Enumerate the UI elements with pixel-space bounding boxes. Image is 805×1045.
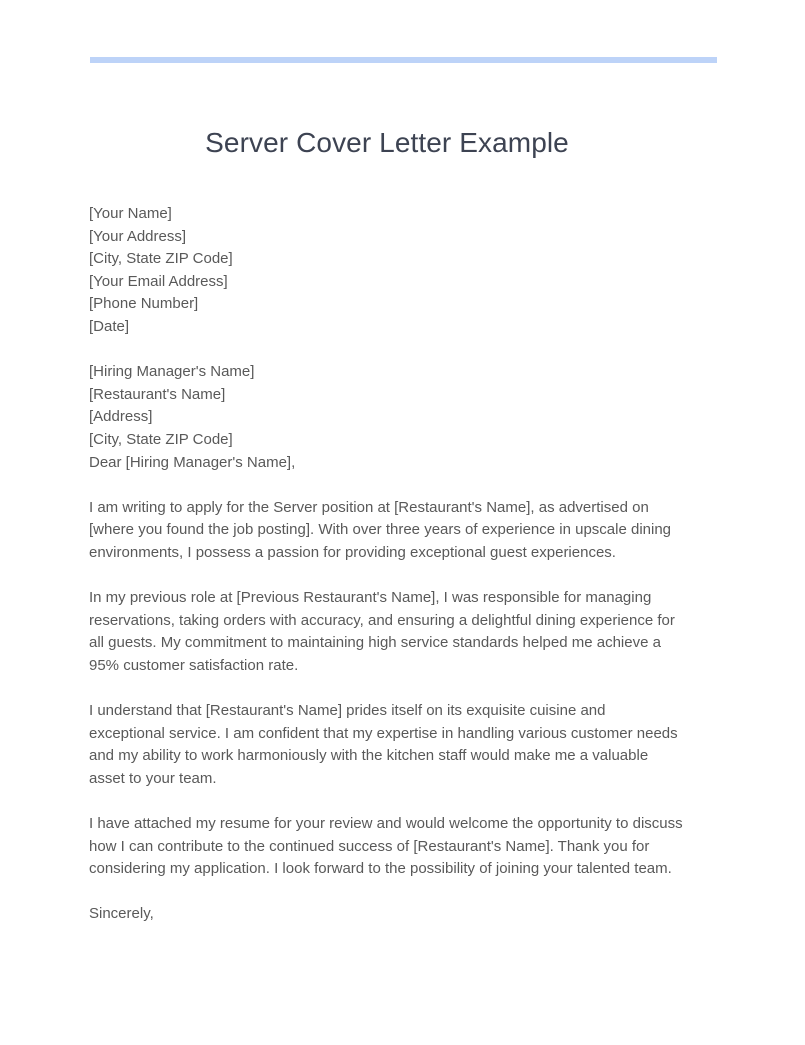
- letter-body: [89, 203, 685, 926]
- sender-line-phone: [Phone Number]: [89, 295, 199, 313]
- closing-salutation: Sincerely,: [89, 905, 154, 923]
- body-paragraph-3: I understand that [Restaurant's Name] prides itself on its exquisite cuisine and exceptional service. I am confident that my expertise in handling various customer needs and my ability to work harmoniously with the kitchen staff would make me a valuable asset to your team.: [89, 702, 678, 787]
- salutation: Dear [Hiring Manager's Name],: [89, 453, 296, 471]
- body-paragraph-2: In my previous role at [Previous Restaurant's Name], I was responsible for managing reservations, taking orders with accuracy, and ensuring a delightful dining experience for all guests. My commitment to maintaining high service standards helped me achieve a 95% customer satisfaction rate.: [89, 589, 675, 674]
- page-title: Server Cover Letter Example: [205, 126, 569, 158]
- sender-line-date: [Date]: [89, 317, 130, 335]
- address-block-spacer: [89, 339, 685, 362]
- body-paragraph-1: I am writing to apply for the Server position at [Restaurant's Name], as advertised on [where you found the job posting]. With over three years of experience in upscale dining environments, I possess a passion for providing exceptional guest experiences.: [89, 498, 672, 561]
- recipient-line-city: [City, State ZIP Code]: [89, 430, 233, 448]
- sender-line-name: [Your Name]: [89, 205, 172, 222]
- sender-line-email: [Your Email Address]: [89, 272, 228, 290]
- sender-line-city: [City, State ZIP Code]: [89, 250, 233, 268]
- sender-address-block: [89, 203, 685, 339]
- recipient-line-address: [Address]: [89, 408, 153, 426]
- recipient-address-block: [89, 361, 685, 474]
- recipient-line-manager: [Hiring Manager's Name]: [89, 363, 255, 381]
- body-paragraph-4: I have attached my resume for your review and would welcome the opportunity to discuss how I can contribute to the continued success of [Restaurant's Name]. Thank you for considering my application. I look forward to the possibility of joining your talented team.: [89, 815, 683, 878]
- header-accent-rule: [90, 57, 717, 63]
- recipient-line-restaurant: [Restaurant's Name]: [89, 385, 226, 403]
- sender-line-address: [Your Address]: [89, 227, 187, 245]
